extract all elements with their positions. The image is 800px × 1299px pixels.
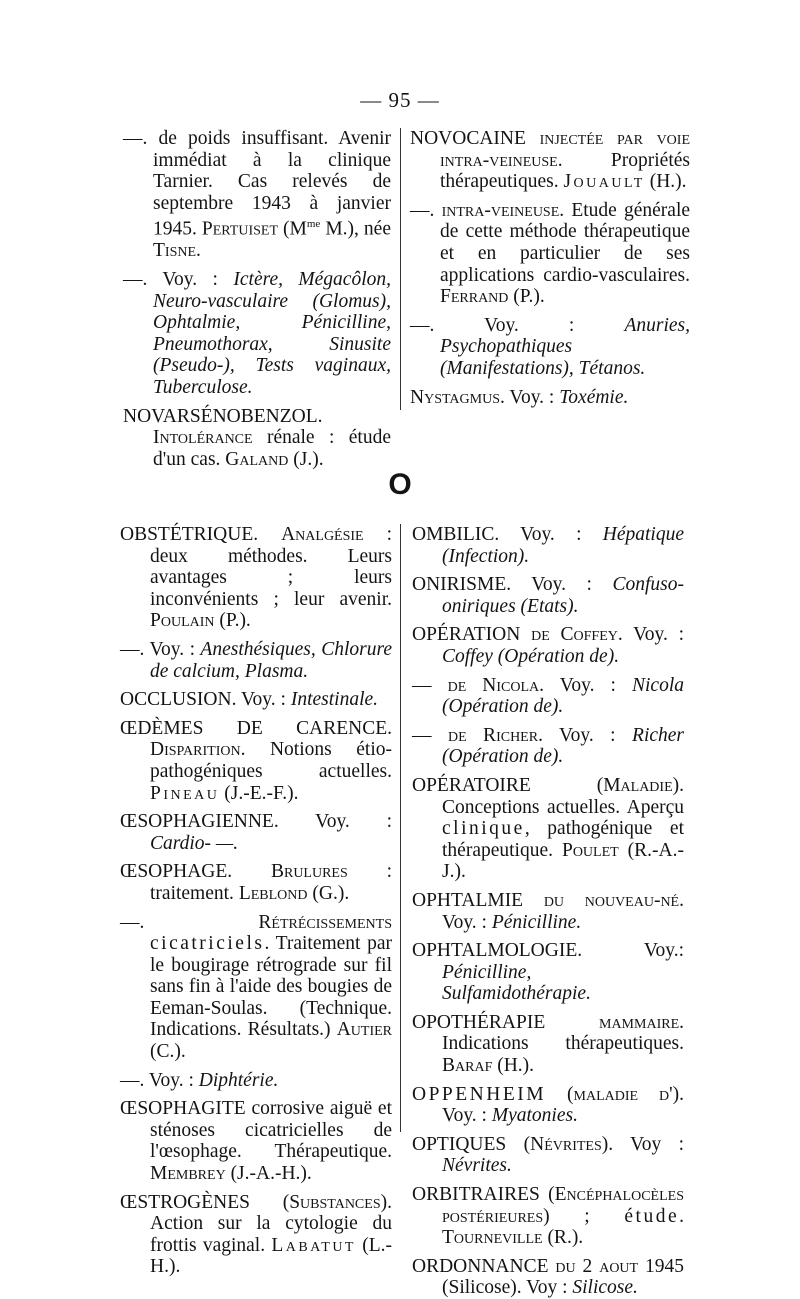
index-entry <box>123 128 391 262</box>
index-entry <box>120 1070 392 1092</box>
entry-text: ŒDÈMES DE CARENCE. <box>120 717 392 739</box>
entry-text: M.), née <box>320 218 391 240</box>
entry-text: ). Voy : <box>601 1133 684 1155</box>
entry-text: . <box>196 240 201 262</box>
entry-text: . Voy. : <box>538 724 633 746</box>
entry-text: . Etude générale de cette méthode thérapeutique et en particulier de ses applications cardio-vasculaires. <box>440 199 691 286</box>
index-entry <box>120 718 392 804</box>
entry-text: étude <box>624 1205 680 1227</box>
entry-text: . Voy. : <box>442 889 684 933</box>
entry-text: . Voy. : <box>499 386 560 408</box>
entry-text: Jouault <box>563 171 645 193</box>
index-entry <box>412 775 684 883</box>
entry-text: —. Voy. : <box>410 314 625 336</box>
index-entry <box>120 689 392 711</box>
entry-text: du nouveau-né <box>543 889 680 911</box>
entry-text: Analgésie <box>281 524 364 545</box>
entry-text: de Richer <box>447 724 539 746</box>
index-entry <box>412 1012 684 1077</box>
entry-text: ( <box>546 1083 574 1105</box>
entry-text: Substances <box>289 1191 381 1213</box>
entry-text: ŒSOPHAGE. <box>120 861 271 883</box>
entry-text: Galand <box>225 448 289 470</box>
index-entry <box>123 269 391 399</box>
entry-text: (J.). <box>288 448 324 470</box>
entry-text: me <box>306 218 321 231</box>
entry-text: : deux méthodes. Leurs avantages ; leurs inconvénients ; leur avenir. <box>150 524 393 610</box>
entry-text: OPPENHEIM <box>412 1083 547 1105</box>
entry-text: OPHTALMIE <box>412 889 544 911</box>
entry-text: (M <box>278 218 307 240</box>
entry-text: OCCLUSION. Voy. : <box>120 689 291 711</box>
entry-text: OPTIQUES ( <box>412 1133 531 1155</box>
entry-text: Pertuiset <box>201 218 278 240</box>
entry-text: Membrey <box>150 1163 226 1185</box>
entry-text: Confuso-oniriques (Etats). <box>442 574 684 617</box>
index-entry <box>120 1098 392 1184</box>
entry-text: OBSTÉTRIQUE. <box>120 524 282 545</box>
index-entry <box>120 524 392 632</box>
entry-text: . Voy. : <box>617 624 685 646</box>
bottom-left-column <box>120 524 392 1278</box>
entry-text: Ferrand <box>440 286 509 308</box>
entry-text: Hépatique (Infection). <box>442 524 684 567</box>
top-left-column <box>123 128 391 470</box>
entry-text: Cardio- —. <box>150 832 239 854</box>
entry-text: ORDONNANCE <box>412 1255 556 1277</box>
index-entry <box>123 406 391 471</box>
entry-text: Pénicilline, Sulfamidothérapie. <box>442 961 591 1005</box>
entry-text: (C.). <box>150 1041 186 1063</box>
entry-text: Labatut <box>271 1234 356 1256</box>
entry-text: Encéphalocèles postérieures <box>442 1184 684 1227</box>
entry-text: Myatonies. <box>491 1105 578 1127</box>
entry-text: ) ; <box>543 1205 625 1227</box>
index-entry <box>410 315 690 380</box>
index-entry <box>412 725 684 768</box>
index-entry <box>120 1192 392 1278</box>
entry-text: Baraf <box>442 1055 493 1077</box>
section-letter: O <box>388 468 412 501</box>
entry-text: Pineau <box>150 782 220 804</box>
entry-text: Intolérance <box>153 427 253 449</box>
index-entry <box>120 811 392 854</box>
entry-text: Névrites. <box>442 1155 512 1177</box>
entry-text: Silicose. <box>572 1277 638 1299</box>
entry-text: Rétrécissements <box>258 911 392 933</box>
entry-text: Diphtérie. <box>198 1069 279 1091</box>
entry-text: Leblond <box>238 882 308 904</box>
entry-text: Anesthésiques, Chlorure de calcium, Plasma. <box>150 638 392 682</box>
entry-text: NOVOCAINE <box>410 128 540 149</box>
entry-text: : traitement. <box>150 861 392 904</box>
entry-text: Maladie <box>603 774 673 796</box>
entry-text: . Voy. : <box>539 674 632 696</box>
entry-text: — <box>412 724 448 746</box>
index-entry <box>412 624 684 667</box>
index-entry <box>120 639 392 682</box>
entry-text: (Silicose). Voy : <box>442 1277 573 1299</box>
index-entry <box>412 890 684 933</box>
entry-text: Brulures <box>270 861 348 883</box>
entry-text: Anuries, Psychopathiques (Manifestations), Tétanos. <box>440 314 690 379</box>
entry-text: (J.-E.-F.). <box>219 782 299 804</box>
entry-text: . Traitement par le bougirage rétrograde sur fil sans fin à l'aide des bougies de Eeman-Soulas. (Technique. Indications. Résultats.) <box>150 933 392 1041</box>
entry-text: — <box>412 674 448 696</box>
index-entry <box>412 940 684 1005</box>
entry-text: ORBITRAIRES ( <box>412 1184 555 1206</box>
entry-text: Poulain <box>150 610 215 632</box>
entry-text: —. Voy. : <box>120 638 201 660</box>
entry-text: de Coffey <box>531 624 618 646</box>
entry-text: OPÉRATOIRE ( <box>412 774 604 796</box>
entry-text: Ictère, Mégacôlon, Neuro-vasculaire (Glomus), Ophtalmie, Pénicilline, Pneumothorax, Sinusite (Pseudo-), Tests vaginaux, Tuberculose. <box>153 269 392 399</box>
entry-text: (R.). <box>542 1227 584 1249</box>
index-entry <box>410 128 690 193</box>
entry-text: Tourneville <box>442 1227 543 1249</box>
bottom-right-column <box>412 524 684 1299</box>
entry-text: OPÉRATION <box>412 624 532 646</box>
entry-text: Autier <box>336 1019 392 1041</box>
index-entry <box>412 524 684 567</box>
entry-text: ŒSOPHAGITE corrosive aiguë et sténoses cicatricielles de l'œsophage. Thérapeutique. <box>120 1098 392 1163</box>
index-entry <box>410 200 690 308</box>
entry-text: intra-veineuse <box>441 199 560 221</box>
entry-text: (J.-A.-H.). <box>225 1163 312 1185</box>
entry-text: (P.). <box>214 610 251 632</box>
entry-text: (P.). <box>508 286 545 308</box>
index-entry <box>120 861 392 904</box>
entry-text: ). Conceptions actuelles. Aperçu <box>442 774 684 818</box>
index-entry <box>412 1084 684 1127</box>
entry-text: du 2 aout 1945 <box>555 1255 685 1277</box>
entry-text: (H.). <box>492 1055 535 1077</box>
entry-text: —. <box>120 911 259 933</box>
entry-text: , pathogénique et thérapeutique. <box>442 818 684 861</box>
entry-text: . Propriétés thérapeutiques. <box>440 149 690 193</box>
entry-text: OMBILIC. Voy. : <box>412 524 603 545</box>
bottom-column-divider <box>400 524 401 1132</box>
index-entry <box>412 675 684 718</box>
entry-text: ). Action sur la cytologie du frottis vaginal. <box>150 1191 392 1256</box>
entry-text: —. <box>410 199 442 221</box>
entry-text: (L.-H.). <box>150 1234 392 1278</box>
entry-text: cicatriciels <box>150 933 265 955</box>
top-right-column <box>410 128 690 408</box>
entry-text: Névrites <box>530 1133 602 1155</box>
entry-text: Pénicilline. <box>491 911 582 933</box>
entry-text: . <box>679 1205 684 1227</box>
entry-text: Tisne <box>153 240 197 262</box>
entry-text: (G.). <box>307 882 350 904</box>
entry-text: —. Voy. : <box>123 269 234 291</box>
entry-text: clinique <box>442 818 525 840</box>
entry-text: mammaire <box>599 1011 680 1033</box>
entry-text: . Indications thérapeutiques. <box>442 1011 684 1055</box>
entry-text: maladie d' <box>573 1083 673 1105</box>
entry-text: ). Voy. : <box>442 1083 685 1127</box>
entry-text: Toxémie. <box>559 386 629 408</box>
entry-text: Richer (Opération de). <box>442 724 685 768</box>
index-entry <box>412 1184 684 1249</box>
entry-text: (R.-A.-J.). <box>442 839 684 883</box>
top-column-divider <box>400 128 401 410</box>
entry-text: Nystagmus <box>410 386 500 408</box>
index-entry <box>120 912 392 1063</box>
index-entry <box>412 1134 684 1177</box>
entry-text: —. Voy. : <box>120 1069 199 1091</box>
entry-text: Coffey (Opération de). <box>442 645 620 667</box>
entry-text: Poulet <box>561 839 619 861</box>
index-entry <box>412 574 684 617</box>
entry-text: ŒSTROGÈNES ( <box>120 1191 290 1213</box>
entry-text: injectée par voie intra-veineuse <box>440 128 691 171</box>
entry-text: ŒSOPHAGIENNE. Voy. : <box>120 811 392 833</box>
entry-text: (H.). <box>644 171 687 193</box>
entry-text: Disparition <box>150 739 241 761</box>
entry-text: OPOTHÉRAPIE <box>412 1011 599 1033</box>
entry-text: OPHTALMOLOGIE. Voy.: <box>412 940 684 962</box>
entry-text: —. de poids insuffisant. Avenir immédiat à la clinique Tarnier. Cas relevés de septembre 1943 à janvier 1945. <box>123 128 391 240</box>
entry-text: ONIRISME. Voy. : <box>412 574 613 596</box>
entry-text: de Nicola <box>447 674 540 696</box>
entry-text: Intestinale. <box>290 689 379 711</box>
entry-text: NOVARSÉNOBENZOL. <box>123 405 323 427</box>
index-entry <box>410 387 690 409</box>
entry-text: rénale : étude d'un cas. <box>153 427 391 470</box>
index-entry <box>412 1256 684 1299</box>
entry-text: Nicola (Opération de). <box>442 674 684 718</box>
page-number: — 95 — <box>360 88 440 112</box>
entry-text: . Notions étio-pathogéniques actuelles. <box>150 739 392 782</box>
